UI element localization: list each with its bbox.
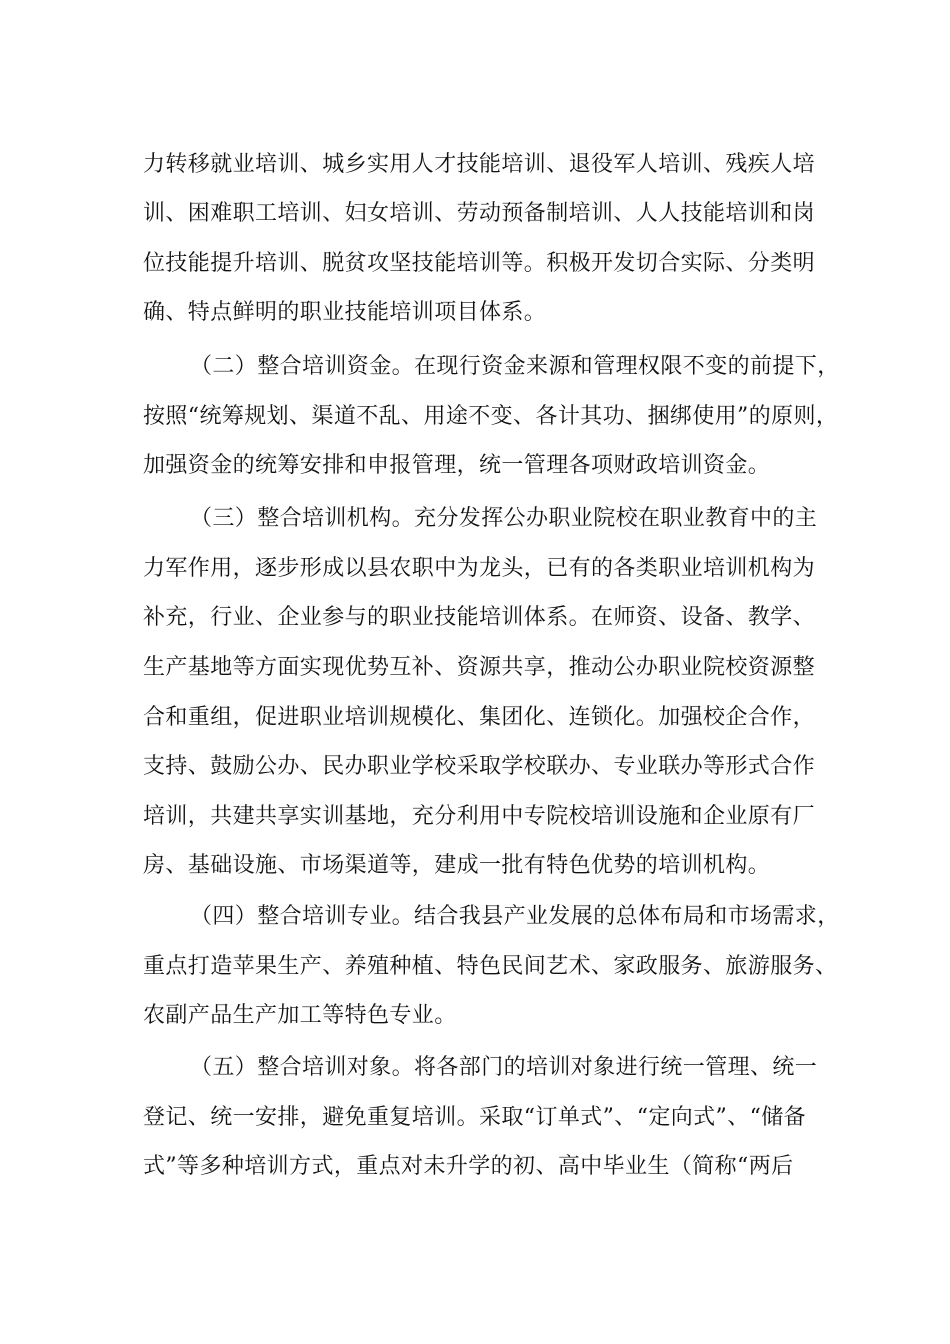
text-line: 式”等多种培训方式，重点对未升学的初、高中毕业生（简称“两后 bbox=[143, 1154, 794, 1179]
text-line: 重点打造苹果生产、养殖种植、特色民间艺术、家政服务、旅游服务、 bbox=[143, 954, 838, 979]
paragraph-heading-line: （四）整合培训专业。结合我县产业发展的总体布局和市场需求， bbox=[190, 904, 840, 929]
paragraph-heading-line: （二）整合培训资金。在现行资金来源和管理权限不变的前提下， bbox=[190, 354, 840, 379]
paragraph-heading-line: （三）整合培训机构。充分发挥公办职业院校在职业教育中的主 bbox=[190, 506, 818, 531]
text-line: 补充，行业、企业参与的职业技能培训体系。在师资、设备、教学、 bbox=[143, 605, 816, 630]
text-line: 生产基地等方面实现优势互补、资源共享，推动公办职业院校资源整 bbox=[143, 655, 816, 680]
text-line: 训、困难职工培训、妇女培训、劳动预备制培训、人人技能培训和岗 bbox=[143, 201, 816, 226]
text-line: 按照“统筹规划、渠道不乱、用途不变、各计其功、捆绑使用”的原则， bbox=[143, 404, 839, 429]
text-line: 力军作用，逐步形成以县农职中为龙头，已有的各类职业培训机构为 bbox=[143, 556, 816, 581]
text-line: 确、特点鲜明的职业技能培训项目体系。 bbox=[143, 300, 547, 325]
text-line: 合和重组，促进职业培训规模化、集团化、连锁化。加强校企合作， bbox=[143, 705, 816, 730]
text-line: 加强资金的统筹安排和申报管理，统一管理各项财政培训资金。 bbox=[143, 453, 771, 478]
text-line: 力转移就业培训、城乡实用人才技能培训、退役军人培训、残疾人培 bbox=[143, 152, 816, 177]
text-line: 支持、鼓励公办、民办职业学校采取学校联办、专业联办等形式合作 bbox=[143, 754, 816, 779]
text-line: 农副产品生产加工等特色专业。 bbox=[143, 1003, 457, 1028]
text-line: 位技能提升培训、脱贫攻坚技能培训等。积极开发切合实际、分类明 bbox=[143, 251, 816, 276]
text-line: 登记、统一安排，避免重复培训。采取“订单式”、“定向式”、“储备 bbox=[143, 1105, 807, 1130]
paragraph-heading-line: （五）整合培训对象。将各部门的培训对象进行统一管理、统一 bbox=[190, 1055, 818, 1080]
text-line: 培训，共建共享实训基地，充分利用中专院校培训设施和企业原有厂 bbox=[143, 804, 816, 829]
text-line: 房、基础设施、市场渠道等，建成一批有特色优势的培训机构。 bbox=[143, 853, 771, 878]
